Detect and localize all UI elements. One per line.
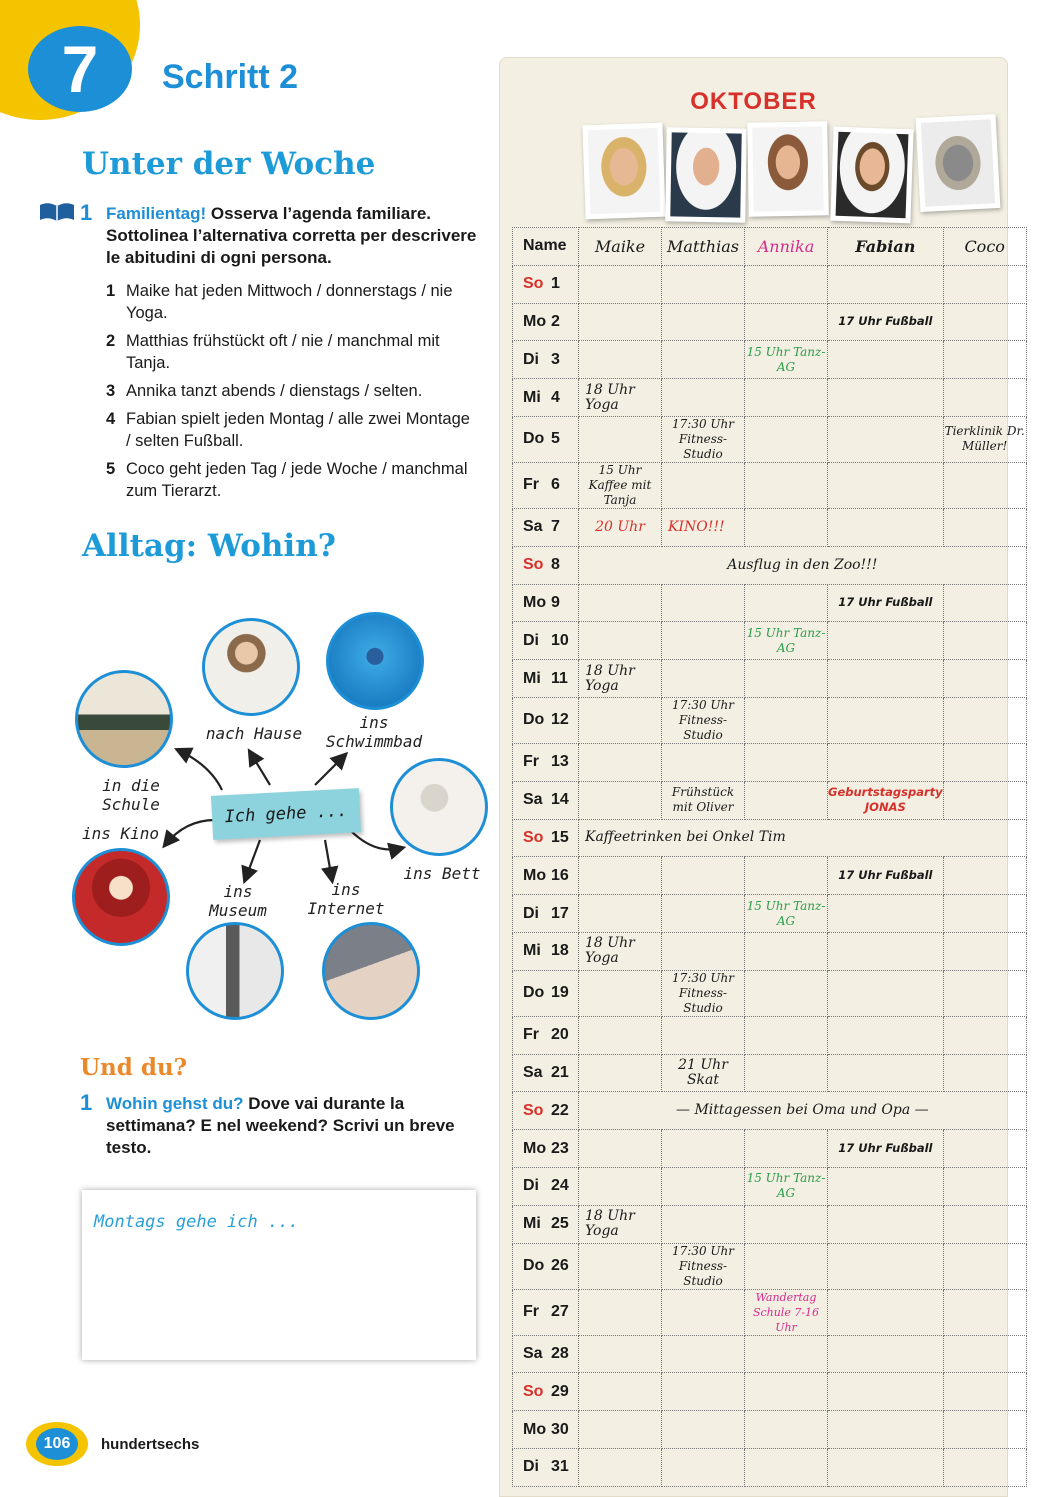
day-label: So 29	[513, 1373, 579, 1411]
calendar-cell	[828, 1448, 944, 1486]
calendar-cell	[579, 1373, 662, 1411]
calendar-cell	[662, 303, 745, 341]
calendar-entry: 17:30 Uhr Fitness-Studio	[662, 970, 745, 1016]
writing-prompt: Montags gehe ich ...	[94, 1212, 299, 1232]
photo-coco-cat	[916, 114, 1001, 212]
calendar-cell	[828, 508, 944, 546]
day-label: Mo 2	[513, 303, 579, 341]
calendar-entry: 15 Uhr Tanz-AG	[745, 341, 828, 379]
calendar-cell	[943, 743, 1026, 781]
label-schule: in die Schule	[102, 776, 160, 814]
calendar-cell	[828, 416, 944, 462]
label-schwimmbad: ins Schwimmbad	[325, 713, 423, 751]
label-bett: ins Bett	[403, 864, 481, 883]
day-label: Mo 16	[513, 857, 579, 895]
calendar-cell	[579, 265, 662, 303]
calendar-cell	[662, 265, 745, 303]
museum-photo	[186, 922, 284, 1020]
calendar-cell	[828, 743, 944, 781]
calendar-cell	[662, 1167, 745, 1205]
day-label: Do 5	[513, 416, 579, 462]
person-coco: Coco	[943, 228, 1026, 266]
calendar-cell	[828, 265, 944, 303]
calendar-cell	[579, 970, 662, 1016]
calendar-cell	[662, 1130, 745, 1168]
calendar-cell	[662, 857, 745, 895]
calendar-row	[513, 932, 1027, 970]
calendar-cell	[579, 781, 662, 819]
calendar-cell	[745, 1411, 828, 1449]
calendar-cell	[745, 660, 828, 698]
day-label: Do 19	[513, 970, 579, 1016]
calendar-cell	[943, 1373, 1026, 1411]
calendar-row	[513, 1054, 1027, 1092]
day-label: Fr 20	[513, 1016, 579, 1054]
day-label: Di 3	[513, 341, 579, 379]
calendar-cell	[579, 1289, 662, 1335]
calendar-cell	[579, 416, 662, 462]
calendar-row	[513, 622, 1027, 660]
calendar-cell	[662, 660, 745, 698]
calendar-header-row	[513, 228, 1027, 266]
calendar-cell	[662, 462, 745, 508]
list-item: 5 Coco geht jeden Tag / jede Woche / manchmal zum Tierarzt.	[106, 460, 468, 500]
swimmer-photo	[326, 612, 424, 710]
calendar-cell	[828, 932, 944, 970]
day-label: So 15	[513, 819, 579, 857]
calendar-row	[513, 546, 1027, 584]
calendar-cell	[943, 1054, 1026, 1092]
calendar-cell	[745, 379, 828, 417]
calendar-cell	[579, 1448, 662, 1486]
day-label: Mi 18	[513, 932, 579, 970]
exercise-number: 1	[80, 1090, 93, 1115]
step-title: Schritt 2	[162, 58, 299, 96]
calendar-cell	[943, 1335, 1026, 1373]
calendar-cell	[943, 303, 1026, 341]
day-label: Sa 7	[513, 508, 579, 546]
calendar-cell	[662, 1335, 745, 1373]
calendar-entry: 18 Uhr Yoga	[579, 1205, 662, 1243]
exercise-instruction	[106, 203, 478, 269]
calendar-cell	[943, 508, 1026, 546]
calendar-cell	[828, 1289, 944, 1335]
calendar-cell	[579, 743, 662, 781]
calendar-cell	[828, 1205, 944, 1243]
day-label: Di 24	[513, 1167, 579, 1205]
calendar-cell	[745, 1054, 828, 1092]
calendar-row	[513, 781, 1027, 819]
calendar-cell	[579, 1130, 662, 1168]
exercise-title: Familientag!	[106, 204, 207, 223]
calendar-cell	[943, 895, 1026, 933]
day-label: Di 31	[513, 1448, 579, 1486]
day-label: Di 10	[513, 622, 579, 660]
unit-number-badge: 7	[28, 26, 132, 112]
section-title-und-du: Und du?	[80, 1054, 188, 1081]
list-item: 3 Annika tanzt abends / dienstags / selten.	[106, 382, 423, 400]
calendar-cell	[943, 462, 1026, 508]
day-label: So 22	[513, 1092, 579, 1130]
calendar-cell	[579, 1016, 662, 1054]
calendar-entry: 21 Uhr Skat	[662, 1054, 745, 1092]
day-label: Fr 13	[513, 743, 579, 781]
calendar-cell	[662, 743, 745, 781]
day-label: Sa 14	[513, 781, 579, 819]
calendar-cell	[662, 1016, 745, 1054]
label-museum: ins Museum	[209, 882, 267, 920]
calendar-cell	[943, 1243, 1026, 1289]
calendar-cell	[745, 416, 828, 462]
calendar-cell	[943, 697, 1026, 743]
day-label: Do 26	[513, 1243, 579, 1289]
calendar-row	[513, 1335, 1027, 1373]
calendar-cell	[579, 303, 662, 341]
calendar-row	[513, 1411, 1027, 1449]
person-maike: Maike	[579, 228, 662, 266]
calendar-cell	[828, 697, 944, 743]
calendar-row	[513, 1092, 1027, 1130]
calendar-cell	[943, 781, 1026, 819]
calendar-cell	[828, 622, 944, 660]
calendar-entry: 17:30 Uhr Fitness-Studio	[662, 1243, 745, 1289]
calendar-row	[513, 1373, 1027, 1411]
calendar-cell	[943, 1448, 1026, 1486]
calendar-cell	[943, 1411, 1026, 1449]
calendar-row	[513, 379, 1027, 417]
calendar-entry: 17 Uhr Fußball	[828, 303, 944, 341]
calendar-cell	[745, 584, 828, 622]
calendar-cell	[745, 265, 828, 303]
page-number-badge: 106	[26, 1422, 88, 1466]
calendar-cell	[943, 970, 1026, 1016]
calendar-row	[513, 895, 1027, 933]
calendar-entry: Tierklinik Dr. Müller!	[943, 416, 1026, 462]
calendar-cell	[662, 341, 745, 379]
day-label: Mo 23	[513, 1130, 579, 1168]
calendar-entry: 18 Uhr Yoga	[579, 932, 662, 970]
calendar-cell	[745, 697, 828, 743]
calendar-cell	[828, 462, 944, 508]
calendar-cell	[943, 932, 1026, 970]
calendar-entry: 17:30 Uhr Fitness-Studio	[662, 416, 745, 462]
calendar-entry: 15 Uhr Tanz-AG	[745, 622, 828, 660]
calendar-row	[513, 1205, 1027, 1243]
calendar-cell	[579, 857, 662, 895]
person-fabian: Fabian	[828, 228, 944, 266]
day-label: Sa 21	[513, 1054, 579, 1092]
calendar-entry: 17:30 Uhr Fitness-Studio	[662, 697, 745, 743]
calendar-cell	[828, 970, 944, 1016]
calendar-entry: Frühstück mit Oliver	[662, 781, 745, 819]
calendar-row	[513, 743, 1027, 781]
calendar-cell	[745, 970, 828, 1016]
calendar-cell	[662, 932, 745, 970]
calendar-cell	[745, 1130, 828, 1168]
calendar-cell	[579, 622, 662, 660]
calendar-cell	[579, 1243, 662, 1289]
calendar-cell	[579, 1167, 662, 1205]
calendar-cell	[662, 379, 745, 417]
calendar-cell	[745, 1373, 828, 1411]
calendar-cell	[943, 660, 1026, 698]
calendar-cell	[943, 1016, 1026, 1054]
photo-fabian	[830, 127, 913, 224]
calendar-cell	[662, 1411, 745, 1449]
day-label: Fr 27	[513, 1289, 579, 1335]
label-hause: nach Hause	[205, 724, 303, 743]
photo-matthias	[665, 127, 747, 222]
calendar-entry: 15 Uhr Kaffee mit Tanja	[579, 462, 662, 508]
day-label: Mo 30	[513, 1411, 579, 1449]
calendar-cell	[662, 1448, 745, 1486]
calendar-cell	[828, 1016, 944, 1054]
day-label: Mi 4	[513, 379, 579, 417]
calendar-cell	[745, 1243, 828, 1289]
calendar-cell	[828, 1054, 944, 1092]
calendar-entry: 17 Uhr Fußball	[828, 857, 944, 895]
calendar-cell	[579, 584, 662, 622]
calendar-row	[513, 462, 1027, 508]
calendar-cell	[662, 895, 745, 933]
calendar-row	[513, 660, 1027, 698]
section-title-unter-der-woche: Unter der Woche	[82, 146, 376, 182]
calendar-entry: 18 Uhr Yoga	[579, 379, 662, 417]
exercise-items	[106, 280, 478, 508]
calendar-cell	[828, 895, 944, 933]
section-title-alltag: Alltag: Wohin?	[82, 528, 336, 564]
calendar-entry: KINO!!!	[662, 508, 745, 546]
exercise-instruction	[106, 1093, 478, 1159]
calendar-cell	[828, 1243, 944, 1289]
calendar-cell	[828, 1167, 944, 1205]
calendar-cell	[662, 622, 745, 660]
calendar-cell	[745, 743, 828, 781]
calendar-cell	[828, 1335, 944, 1373]
calendar-cell	[745, 462, 828, 508]
calendar-entry: Wandertag Schule 7-16 Uhr	[745, 1289, 828, 1335]
calendar-cell	[745, 932, 828, 970]
calendar-row	[513, 584, 1027, 622]
calendar-entry: — Mittagessen bei Oma und Opa —	[579, 1092, 1027, 1130]
calendar-row	[513, 303, 1027, 341]
calendar-entry: 15 Uhr Tanz-AG	[745, 895, 828, 933]
day-label: Mi 25	[513, 1205, 579, 1243]
day-label: Di 17	[513, 895, 579, 933]
calendar-cell	[662, 1289, 745, 1335]
calendar-cell	[579, 341, 662, 379]
list-item: 4 Fabian spielt jeden Montag / alle zwei Montage / selten Fußball.	[106, 410, 470, 450]
calendar-cell	[943, 857, 1026, 895]
day-label: Mo 9	[513, 584, 579, 622]
calendar-cell	[745, 1205, 828, 1243]
exercise-number: 1	[80, 200, 93, 225]
calendar-row	[513, 1243, 1027, 1289]
day-label: Mi 11	[513, 660, 579, 698]
calendar-cell	[943, 1130, 1026, 1168]
calendar-entry: 17 Uhr Fußball	[828, 584, 944, 622]
calendar-entry: 18 Uhr Yoga	[579, 660, 662, 698]
calendar-grid	[512, 227, 1027, 1487]
calendar-entry: 15 Uhr Tanz-AG	[745, 1167, 828, 1205]
name-header: Name	[513, 228, 579, 266]
calendar-row	[513, 819, 1027, 857]
day-label: Fr 6	[513, 462, 579, 508]
calendar-cell	[943, 1167, 1026, 1205]
calendar-entry: 17 Uhr Fußball	[828, 1130, 944, 1168]
book-icon	[38, 200, 76, 224]
calendar-cell	[579, 1411, 662, 1449]
exercise-instruction-text: Osserva l’agenda familiare. Sottolinea l’alternativa corretta per descrivere le abitudini di ogni persona.	[106, 204, 477, 267]
label-kino: ins Kino	[82, 824, 160, 843]
calendar-cell	[745, 508, 828, 546]
calendar-row	[513, 1448, 1027, 1486]
calendar-row	[513, 697, 1027, 743]
calendar-row	[513, 341, 1027, 379]
center-note: Ich gehe ...	[211, 788, 361, 840]
calendar-row	[513, 857, 1027, 895]
calendar-cell	[745, 781, 828, 819]
photo-maike	[582, 123, 665, 220]
calendar-cell	[745, 1016, 828, 1054]
calendar-cell	[828, 1373, 944, 1411]
calendar-entry: Kaffeetrinken bei Onkel Tim	[579, 819, 1027, 857]
calendar-row	[513, 1289, 1027, 1335]
person-matthias: Matthias	[662, 228, 745, 266]
label-internet: ins Internet	[307, 880, 385, 918]
photo-annika	[747, 121, 829, 216]
calendar-cell	[943, 1205, 1026, 1243]
calendar-cell	[745, 1335, 828, 1373]
calendar-cell	[579, 697, 662, 743]
calendar-cell	[579, 1335, 662, 1373]
calendar-cell	[828, 660, 944, 698]
calendar-cell	[828, 1411, 944, 1449]
calendar-cell	[662, 584, 745, 622]
writing-area[interactable]	[82, 1190, 476, 1360]
person-annika: Annika	[745, 228, 828, 266]
calendar-cell	[828, 379, 944, 417]
girl-at-door-photo	[202, 618, 300, 716]
day-label: Sa 28	[513, 1335, 579, 1373]
calendar-row	[513, 265, 1027, 303]
calendar-row	[513, 508, 1027, 546]
calendar-month: OKTOBER	[690, 88, 817, 115]
list-item: 2 Matthias frühstückt oft / nie / manchmal mit Tanja.	[106, 332, 440, 372]
calendar-entry: 20 Uhr	[579, 508, 662, 546]
calendar-cell	[745, 1448, 828, 1486]
exercise-title: Wohin gehst du?	[106, 1094, 244, 1113]
calendar-cell	[745, 303, 828, 341]
calendar-cell	[662, 1205, 745, 1243]
calendar-entry: Ausflug in den Zoo!!!	[579, 546, 1027, 584]
calendar-cell	[943, 341, 1026, 379]
calendar-row	[513, 1130, 1027, 1168]
day-label: So 1	[513, 265, 579, 303]
calendar-row	[513, 970, 1027, 1016]
calendar-cell	[943, 584, 1026, 622]
calendar-cell	[943, 622, 1026, 660]
exercise-instruction-text: Dove vai durante la settimana? E nel weekend? Scrivi un breve testo.	[106, 1094, 455, 1157]
calendar-row	[513, 1016, 1027, 1054]
calendar-cell	[828, 341, 944, 379]
calendar-cell	[579, 895, 662, 933]
calendar-row	[513, 416, 1027, 462]
calendar-cell	[943, 265, 1026, 303]
calendar-cell	[943, 379, 1026, 417]
calendar-entry: Geburtstagsparty JONAS	[828, 781, 944, 819]
calendar-cell	[579, 1054, 662, 1092]
calendar-cell	[662, 1373, 745, 1411]
page-number-word: hundertsechs	[101, 1436, 200, 1453]
list-item: 1 Maike hat jeden Mittwoch / donnerstags / nie Yoga.	[106, 282, 453, 322]
day-label: Do 12	[513, 697, 579, 743]
calendar-cell	[943, 1289, 1026, 1335]
day-label: So 8	[513, 546, 579, 584]
laptop-photo	[322, 922, 420, 1020]
calendar-row	[513, 1167, 1027, 1205]
calendar-cell	[745, 857, 828, 895]
